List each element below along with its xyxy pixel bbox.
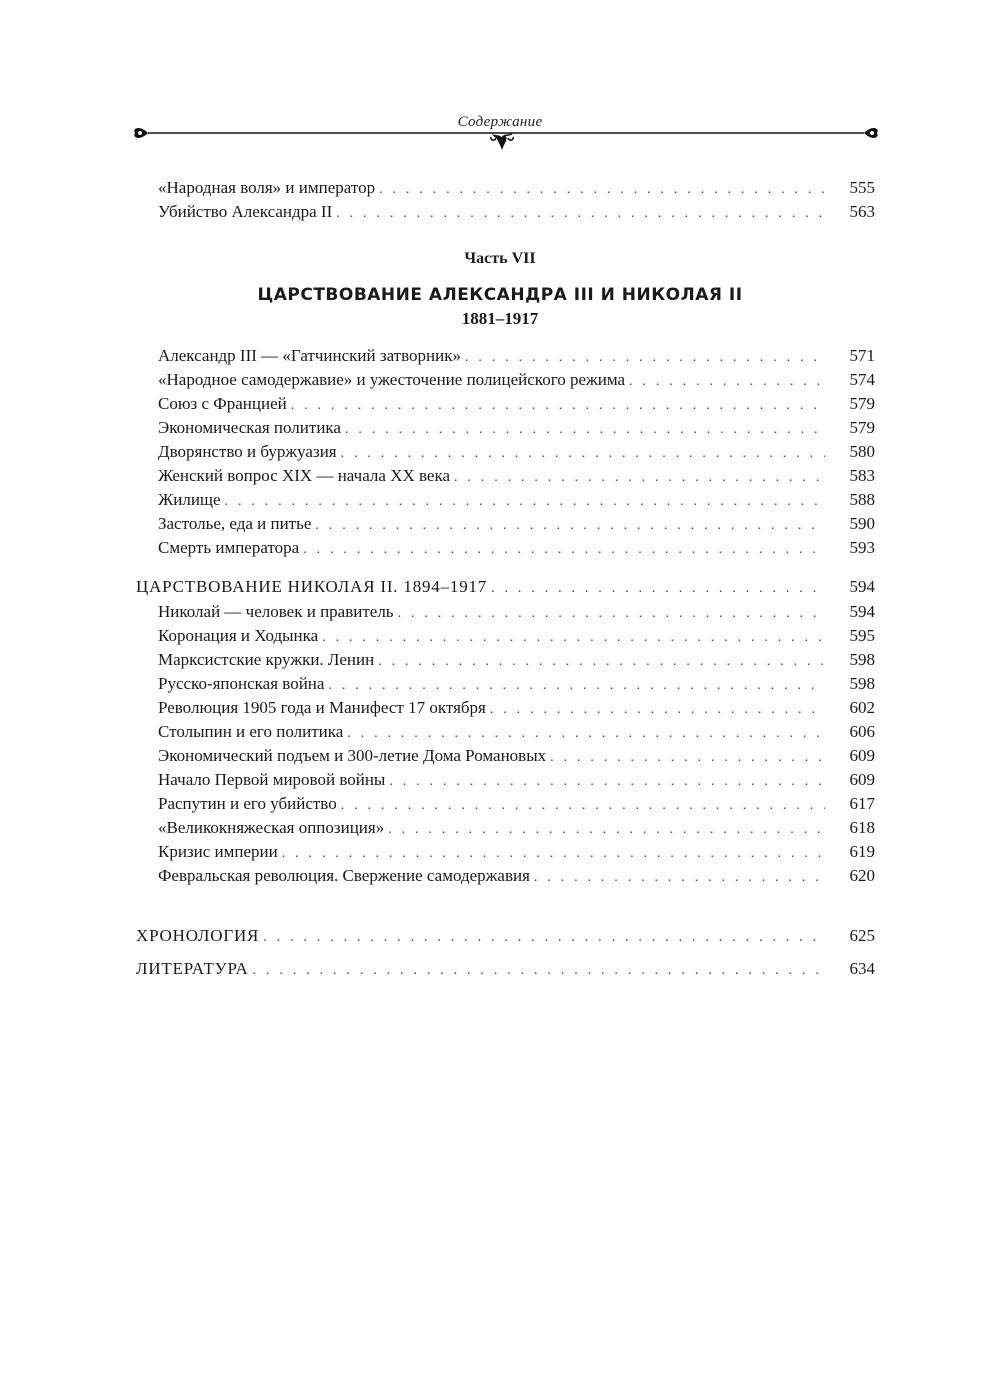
dot-leader: [347, 722, 825, 746]
toc-entry[interactable]: [158, 864, 875, 888]
toc-entry[interactable]: [158, 744, 875, 768]
toc-entry[interactable]: [158, 768, 875, 792]
toc-entry-title: Столыпин и его политика: [158, 722, 344, 741]
dot-leader: [328, 674, 825, 698]
dot-leader: [398, 602, 825, 626]
toc-entry-page: 594: [849, 602, 875, 621]
toc-entry[interactable]: [158, 368, 875, 392]
toc-entry-title: «Народная воля» и император: [158, 178, 376, 197]
dot-leader: [454, 466, 825, 490]
dot-leader: [388, 818, 825, 842]
toc-entry-title: «Великокняжеская оппозиция»: [158, 818, 385, 837]
toc-chapter-title: ХРОНОЛОГИЯ: [136, 926, 260, 945]
toc-entry[interactable]: [158, 624, 875, 648]
toc-entry[interactable]: [158, 696, 875, 720]
toc-entry[interactable]: [158, 416, 875, 440]
dot-leader: [336, 202, 825, 226]
toc-entry[interactable]: [158, 840, 875, 864]
dot-leader: [303, 538, 825, 562]
toc-entry-page: 580: [849, 442, 875, 461]
toc-chapter-page: 625: [849, 926, 875, 945]
toc-entry-page: 574: [849, 370, 875, 389]
toc-entry[interactable]: [158, 344, 875, 368]
toc-entry-page: 588: [849, 490, 875, 509]
toc-chapter[interactable]: [136, 957, 875, 981]
toc-entry[interactable]: [158, 392, 875, 416]
toc-entry-page: 579: [849, 394, 875, 413]
dot-leader: [629, 370, 825, 394]
toc-entry-page: 618: [849, 818, 875, 837]
toc-entry[interactable]: [158, 792, 875, 816]
dot-leader: [379, 178, 825, 202]
toc-chapter[interactable]: [136, 924, 875, 948]
dot-leader: [341, 794, 825, 818]
toc-chapter-title: ЦАРСТВОВАНИЕ НИКОЛАЯ II. 1894–1917: [136, 577, 488, 596]
toc-entry-title: Николай — человек и правитель: [158, 602, 394, 621]
toc-entry-page: 590: [849, 514, 875, 533]
toc-entry-page: 602: [849, 698, 875, 717]
toc-entry-title: Коронация и Ходынка: [158, 626, 319, 645]
toc-entry-page: 593: [849, 538, 875, 557]
dot-leader: [263, 926, 825, 950]
header-ornament: [130, 124, 882, 154]
toc-entry-title: Смерть императора: [158, 538, 300, 557]
dot-leader: [550, 746, 825, 770]
toc-entry[interactable]: [158, 176, 875, 200]
toc-entry-page: 555: [849, 178, 875, 197]
toc-entry-title: Кризис империи: [158, 842, 278, 861]
toc-chapter[interactable]: [136, 575, 875, 599]
toc-entry-page: 609: [849, 746, 875, 765]
dot-leader: [253, 959, 825, 983]
toc-entry-title: Дворянство и буржуазия: [158, 442, 337, 461]
toc-entry-page: 579: [849, 418, 875, 437]
dot-leader: [345, 418, 825, 442]
toc-entry-title: Жилище: [158, 490, 221, 509]
toc-entry-page: 617: [849, 794, 875, 813]
part-title: ЦАРСТВОВАНИЕ АЛЕКСАНДРА III И НИКОЛАЯ II: [257, 285, 743, 305]
dot-leader: [389, 770, 825, 794]
dot-leader: [341, 442, 825, 466]
toc-entry[interactable]: [158, 464, 875, 488]
toc-chapter-title: ЛИТЕРАТУРА: [136, 959, 249, 978]
part-label: Часть VII: [464, 250, 536, 267]
toc-entry[interactable]: [158, 488, 875, 512]
toc-entry[interactable]: [158, 720, 875, 744]
toc-entry[interactable]: [158, 536, 875, 560]
dot-leader: [322, 626, 825, 650]
toc-entry-page: 571: [849, 346, 875, 365]
toc-entry-title: Марксистские кружки. Ленин: [158, 650, 375, 669]
toc-entry[interactable]: [158, 672, 875, 696]
toc-entry-page: 583: [849, 466, 875, 485]
dot-leader: [378, 650, 825, 674]
toc-entry-page: 620: [849, 866, 875, 885]
toc-entry-page: 598: [849, 674, 875, 693]
part-years: 1881–1917: [461, 309, 539, 328]
toc-entry-title: Экономический подъем и 300-летие Дома Романовых: [158, 746, 547, 765]
toc-entry-title: Начало Первой мировой войны: [158, 770, 386, 789]
dot-leader: [465, 346, 825, 370]
dot-leader: [490, 698, 825, 722]
toc-entry[interactable]: [158, 600, 875, 624]
toc-entry-title: Союз с Францией: [158, 394, 287, 413]
toc-entry-title: Революция 1905 года и Манифест 17 октября: [158, 698, 486, 717]
toc-chapter-page: 594: [849, 577, 875, 596]
dot-leader: [225, 490, 825, 514]
toc-entry-title: Застолье, еда и питье: [158, 514, 312, 533]
dot-leader: [491, 577, 825, 601]
toc-entry-title: Русско-японская война: [158, 674, 325, 693]
toc-entry-title: Распутин и его убийство: [158, 794, 337, 813]
toc-entry[interactable]: [158, 440, 875, 464]
toc-entry-page: 595: [849, 626, 875, 645]
running-head: Содержание: [457, 114, 543, 130]
dot-leader: [282, 842, 825, 866]
toc-entry[interactable]: [158, 200, 875, 224]
toc-entry[interactable]: [158, 512, 875, 536]
toc-entry-page: 563: [849, 202, 875, 221]
toc-entry-page: 619: [849, 842, 875, 861]
toc-entry-title: Убийство Александра II: [158, 202, 333, 221]
toc-entry-page: 609: [849, 770, 875, 789]
dot-leader: [291, 394, 825, 418]
toc-entry-title: Экономическая политика: [158, 418, 341, 437]
toc-entry-page: 598: [849, 650, 875, 669]
dot-leader: [534, 866, 825, 890]
toc-entry-title: Александр III — «Гатчинский затворник»: [158, 346, 461, 365]
dot-leader: [315, 514, 825, 538]
toc-chapter-page: 634: [849, 959, 875, 978]
toc-entry-page: 606: [849, 722, 875, 741]
toc-entry-title: Февральская революция. Свержение самодержавия: [158, 866, 530, 885]
toc-entry-title: Женский вопрос XIX — начала XX века: [158, 466, 451, 485]
toc-entry-title: «Народное самодержавие» и ужесточение полицейского режима: [158, 370, 626, 389]
toc-entry[interactable]: [158, 816, 875, 840]
toc-entry[interactable]: [158, 648, 875, 672]
